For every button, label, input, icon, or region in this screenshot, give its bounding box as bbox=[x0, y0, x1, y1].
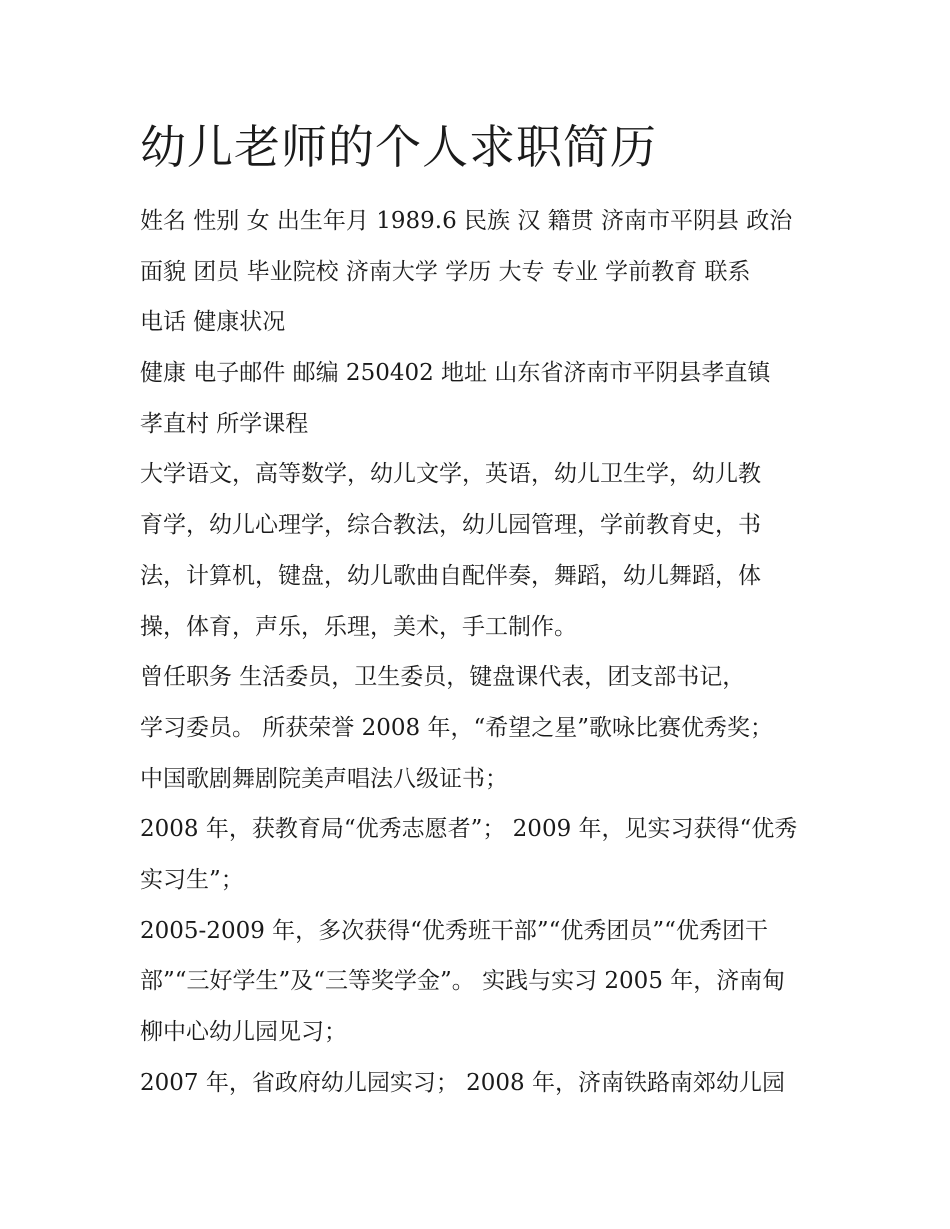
body-line: 操，体育，声乐，乐理，美术，手工制作。 bbox=[140, 613, 577, 640]
body-line: 电话 健康状况 bbox=[140, 309, 286, 336]
body-line: 姓名 性别 女 出生年月 1989.6 民族 汉 籍贯 济南市平阴县 政治 bbox=[140, 208, 793, 234]
body-line: 育学，幼儿心理学，综合教法，幼儿园管理，学前教育史，书 bbox=[140, 512, 761, 539]
body-line: 健康 电子邮件 邮编 250402 地址 山东省济南市平阴县孝直镇 bbox=[140, 360, 771, 387]
body-line: 曾任职务 生活委员，卫生委员，键盘课代表，团支部书记， bbox=[140, 664, 746, 691]
body-line: 学习委员。 所获荣誉 2008 年，“希望之星”歌咏比赛优秀奖； bbox=[140, 714, 773, 741]
body-line: 法，计算机，键盘，幼儿歌曲自配伴奏，舞蹈，幼儿舞蹈，体 bbox=[140, 562, 761, 589]
body-line: 大学语文，高等数学，幼儿文学，英语，幼儿卫生学，幼儿教 bbox=[140, 461, 761, 488]
body-line: 部”“三好学生”及“三等奖学金”。 实践与实习 2005 年，济南甸 bbox=[140, 968, 786, 995]
document-body bbox=[140, 196, 820, 1108]
body-line: 中国歌剧舞剧院美声唱法八级证书； bbox=[140, 765, 508, 792]
body-line: 柳中心幼儿园见习； bbox=[140, 1019, 347, 1045]
document-title: 幼儿老师的个人求职简历 bbox=[140, 120, 657, 174]
body-line: 实习生”； bbox=[140, 866, 244, 893]
body-line: 面貌 团员 毕业院校 济南大学 学历 大专 专业 学前教育 联系 bbox=[140, 258, 751, 285]
body-line: 2005-2009 年，多次获得“优秀班干部”“优秀团员”“优秀团干 bbox=[140, 917, 768, 944]
body-line: 2007 年，省政府幼儿园实习； 2008 年，济南铁路南郊幼儿园 bbox=[140, 1069, 785, 1096]
body-line: 孝直村 所学课程 bbox=[140, 410, 309, 437]
body-line: 2008 年，获教育局“优秀志愿者”； 2009 年，见实习获得“优秀 bbox=[140, 816, 798, 843]
